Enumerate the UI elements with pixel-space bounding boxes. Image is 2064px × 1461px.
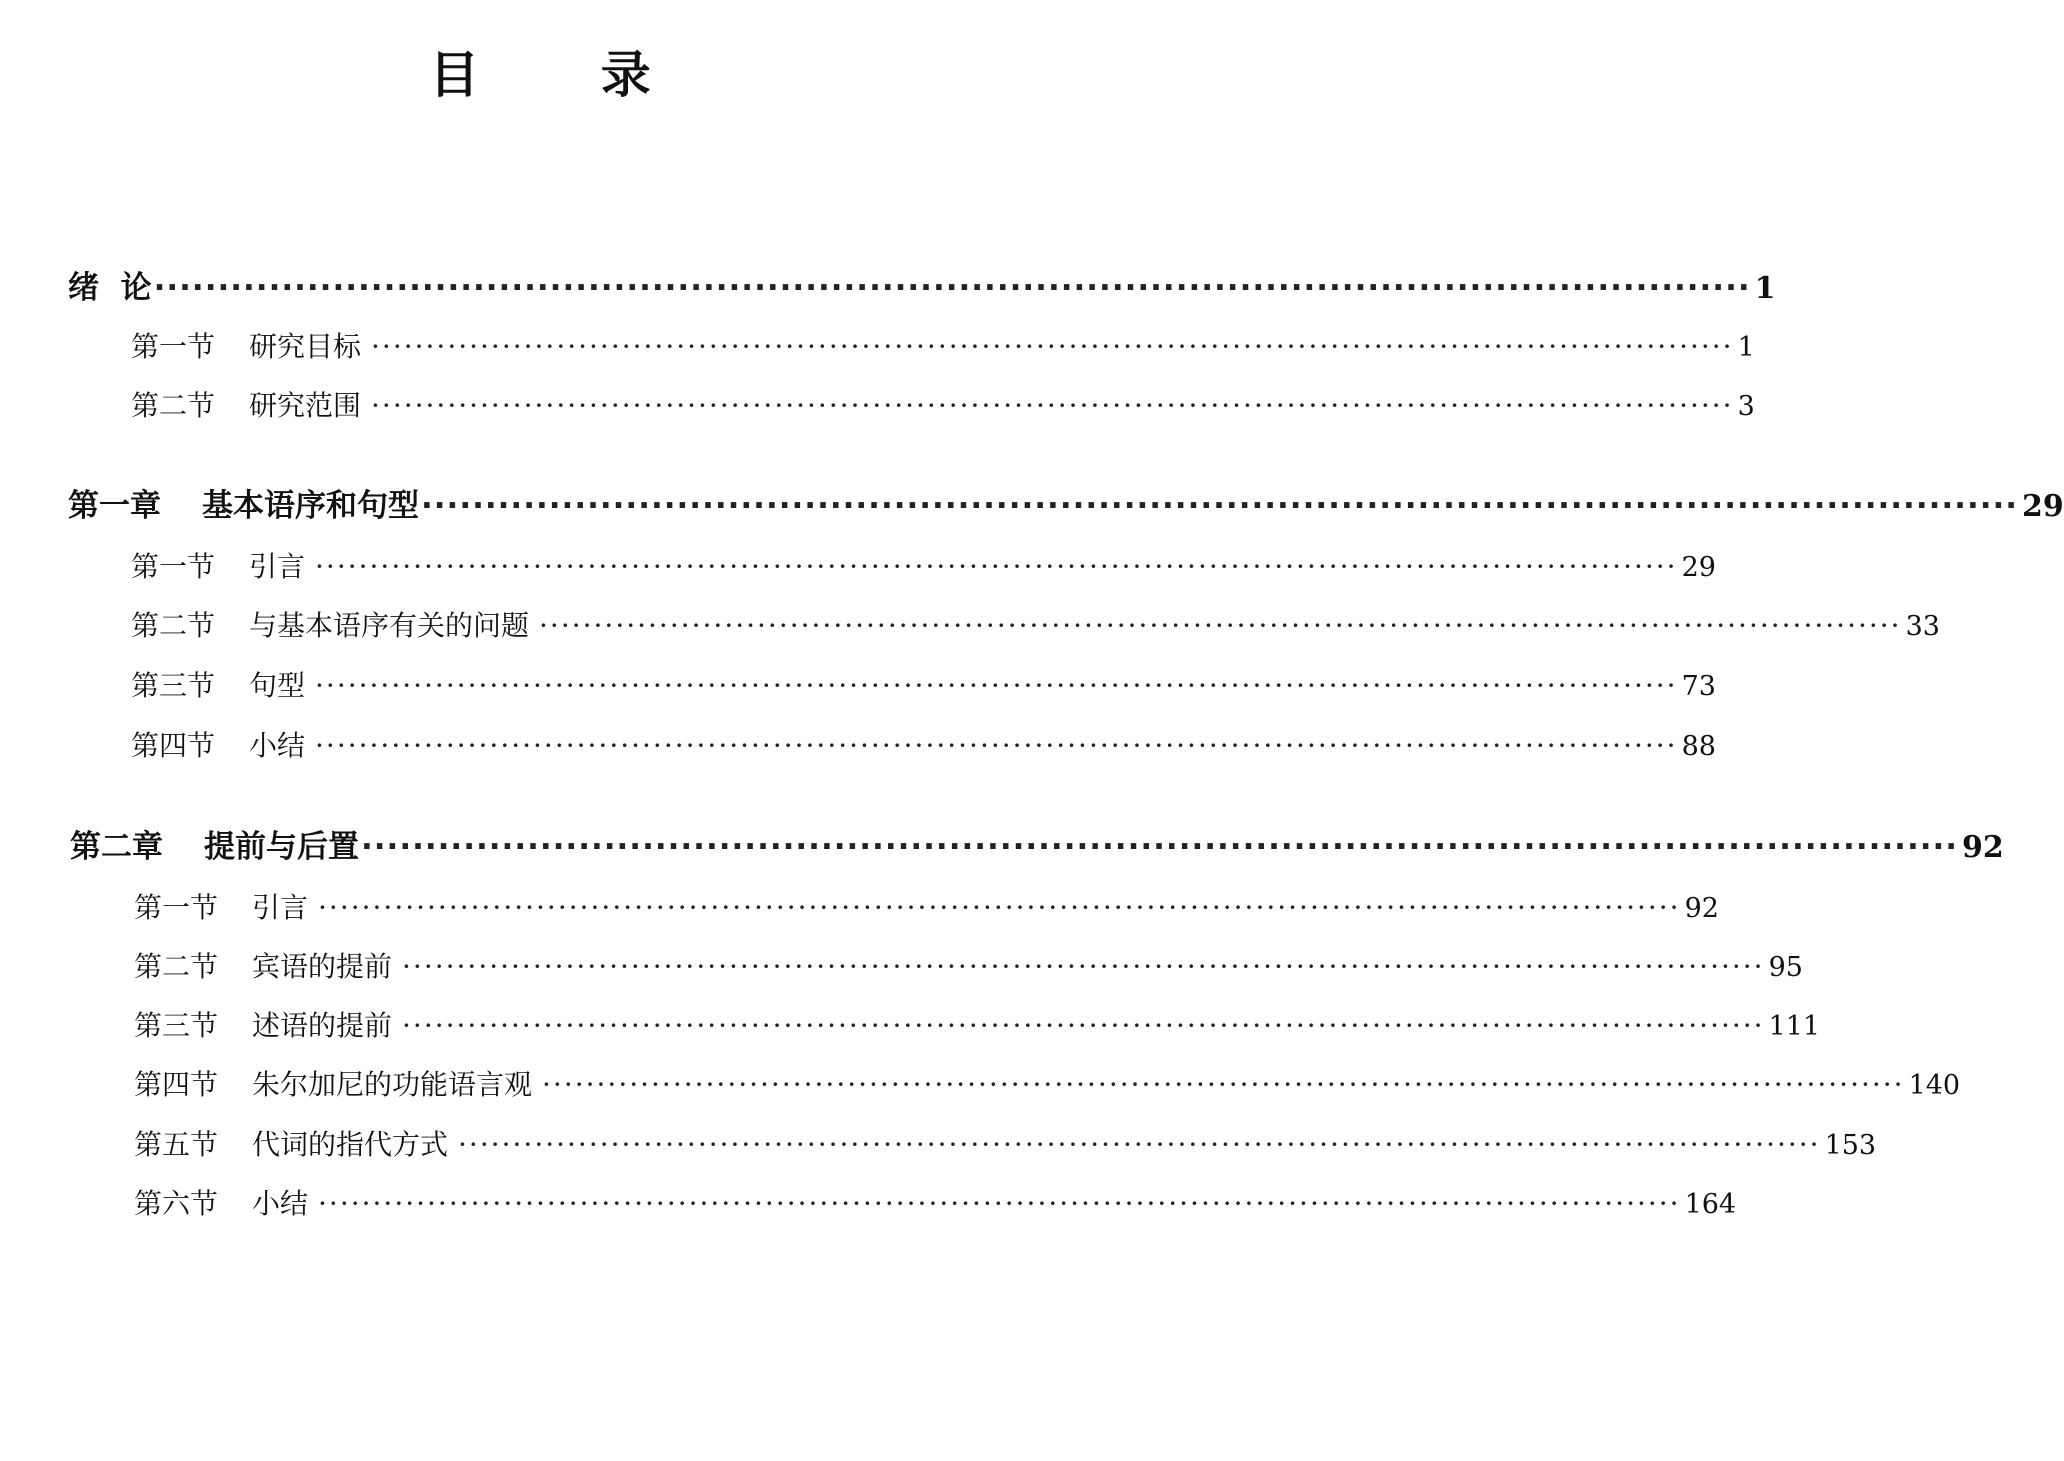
toc-section-title: 代词的指代方式 bbox=[252, 1128, 449, 1161]
toc-entry-section[interactable] bbox=[131, 664, 1716, 704]
toc-section-title: 小结 bbox=[249, 729, 306, 762]
toc-page-number: 92 bbox=[1684, 893, 1719, 924]
leader-dots: ····························································································································· bbox=[371, 330, 1734, 363]
toc-page-number: 95 bbox=[1768, 952, 1803, 983]
toc-page-number: 140 bbox=[1908, 1070, 1961, 1101]
toc-section-number: 第四节 bbox=[131, 729, 216, 762]
leader-dots: ····························································································································· bbox=[318, 891, 1681, 924]
toc-chapter-number: 第一章 bbox=[68, 488, 161, 524]
toc-section-title: 朱尔加尼的功能语言观 bbox=[252, 1068, 533, 1101]
toc-section-number: 第三节 bbox=[131, 669, 216, 702]
toc-page-number: 73 bbox=[1681, 671, 1716, 702]
page-title: 目 录 bbox=[429, 46, 703, 104]
leader-dots: ····························································································································· bbox=[315, 729, 1678, 762]
toc-entry-section[interactable] bbox=[131, 325, 1755, 365]
leader-dots: ····························································································································· bbox=[542, 1068, 1905, 1101]
toc-section-title: 与基本语序有关的问题 bbox=[249, 609, 530, 642]
toc-chapter-title: 绪 论 bbox=[68, 270, 152, 306]
toc-entry-section[interactable] bbox=[134, 1182, 1737, 1222]
toc-entry-chapter-2[interactable] bbox=[70, 821, 2004, 866]
toc-section-number: 第一节 bbox=[131, 550, 216, 583]
toc-section-title: 研究目标 bbox=[249, 330, 362, 363]
toc-page-number: 3 bbox=[1737, 391, 1755, 422]
toc-page-number: 88 bbox=[1681, 731, 1716, 762]
toc-section-number: 第二节 bbox=[134, 950, 219, 983]
toc-chapter-title: 基本语序和句型 bbox=[202, 488, 419, 524]
toc-page-number: 111 bbox=[1768, 1011, 1821, 1042]
toc-page-number: 153 bbox=[1824, 1130, 1877, 1161]
toc-section-number: 第二节 bbox=[131, 609, 216, 642]
toc-section-number: 第五节 bbox=[134, 1128, 219, 1161]
toc-entry-section[interactable] bbox=[134, 945, 1803, 985]
leader-dots: ····························································································································· bbox=[153, 270, 1751, 306]
leader-dots: ····························································································································· bbox=[318, 1187, 1681, 1220]
toc-entry-section[interactable] bbox=[134, 886, 1719, 926]
toc-page-number: 164 bbox=[1684, 1189, 1737, 1220]
leader-dots: ····························································································································· bbox=[361, 829, 1959, 865]
toc-page-number: 29 bbox=[1681, 552, 1716, 583]
toc-page-number: 92 bbox=[1962, 830, 2004, 865]
toc-chapter-title: 提前与后置 bbox=[204, 829, 359, 865]
leader-dots: ····························································································································· bbox=[315, 669, 1678, 702]
toc-section-number: 第四节 bbox=[134, 1068, 219, 1101]
leader-dots: ····························································································································· bbox=[539, 609, 1902, 642]
toc-section-title: 句型 bbox=[249, 669, 306, 702]
toc-entry-section[interactable] bbox=[131, 604, 1940, 644]
toc-section-title: 引言 bbox=[252, 891, 309, 924]
toc-entry-section[interactable] bbox=[131, 384, 1755, 424]
leader-dots: ····························································································································· bbox=[315, 550, 1678, 583]
leader-dots: ····························································································································· bbox=[371, 389, 1734, 422]
toc-chapter-number: 第二章 bbox=[70, 829, 163, 865]
leader-dots: ····························································································································· bbox=[402, 1009, 1765, 1042]
toc-section-title: 引言 bbox=[249, 550, 306, 583]
leader-dots: ····························································································································· bbox=[402, 950, 1765, 983]
toc-section-title: 小结 bbox=[252, 1187, 309, 1220]
toc-entry-section[interactable] bbox=[131, 545, 1716, 585]
toc-section-number: 第一节 bbox=[131, 330, 216, 363]
toc-page-number: 29 bbox=[2022, 489, 2064, 524]
toc-entry-intro[interactable] bbox=[68, 262, 1776, 307]
leader-dots: ····························································································································· bbox=[421, 488, 2019, 524]
toc-section-number: 第六节 bbox=[134, 1187, 219, 1220]
leader-dots: ····························································································································· bbox=[458, 1128, 1821, 1161]
toc-page-number: 1 bbox=[1754, 271, 1776, 306]
toc-entry-chapter-1[interactable] bbox=[68, 480, 2064, 525]
toc-section-number: 第一节 bbox=[134, 891, 219, 924]
toc-page-number: 33 bbox=[1905, 611, 1940, 642]
toc-page-number: 1 bbox=[1737, 332, 1755, 363]
toc-entry-section[interactable] bbox=[134, 1123, 1877, 1163]
toc-section-number: 第二节 bbox=[131, 389, 216, 422]
toc-entry-section[interactable] bbox=[134, 1063, 1961, 1103]
toc-section-title: 研究范围 bbox=[249, 389, 362, 422]
toc-section-number: 第三节 bbox=[134, 1009, 219, 1042]
toc-entry-section[interactable] bbox=[131, 724, 1716, 764]
toc-section-title: 宾语的提前 bbox=[252, 950, 393, 983]
toc-entry-section[interactable] bbox=[134, 1004, 1821, 1044]
toc-section-title: 述语的提前 bbox=[252, 1009, 393, 1042]
